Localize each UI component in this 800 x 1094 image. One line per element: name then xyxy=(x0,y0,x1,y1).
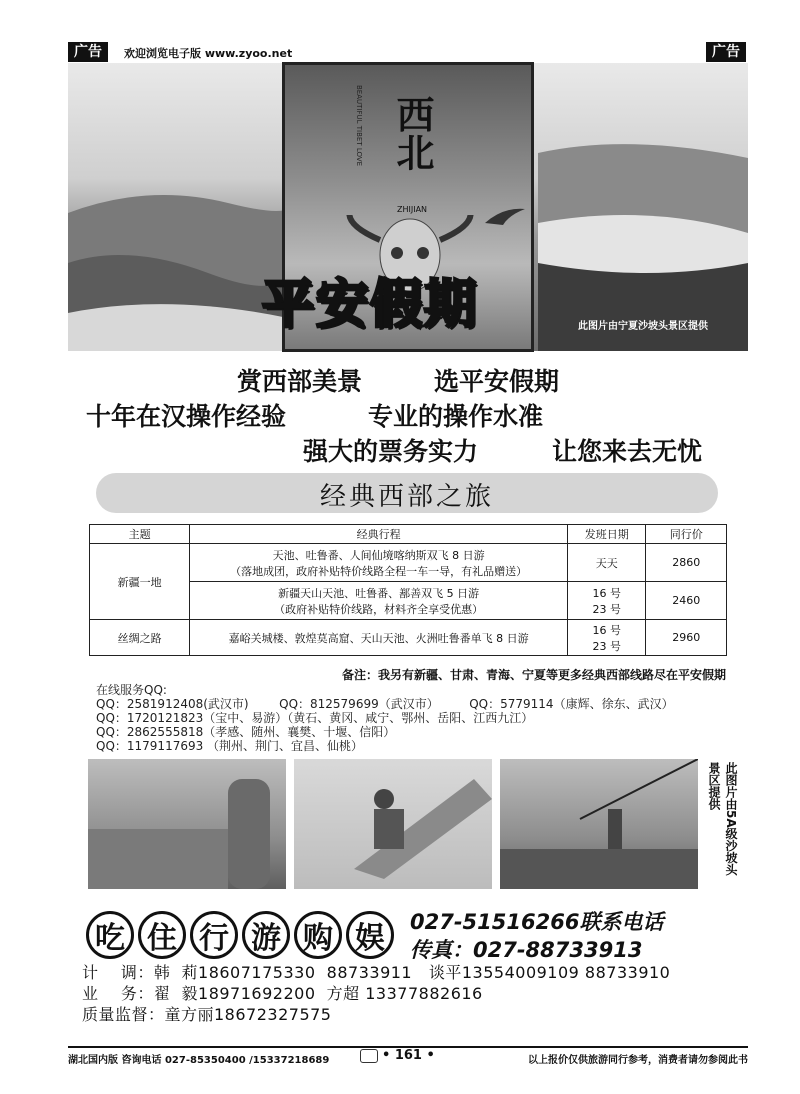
slogan-3a: 强大的票务实力 xyxy=(303,437,479,466)
poster-side-text: BEAUTIFUL TIBET LOVE xyxy=(355,85,363,167)
brand-title: 平安假期 xyxy=(262,275,479,335)
route-text: 天池、吐鲁番、人间仙境喀纳斯双飞 8 日游 xyxy=(272,548,485,562)
itinerary-table xyxy=(89,524,727,656)
theme-cell: 丝绸之路 xyxy=(90,620,190,656)
remark: 备注：我另有新疆、甘肃、青海、宁夏等更多经典西部线路尽在平安假期 xyxy=(341,668,726,682)
slogan-2a: 十年在汉操作经验 xyxy=(86,402,287,431)
photo-credit: 此图片由宁夏沙坡头景区提供 xyxy=(578,321,708,332)
price-cell: 2860 xyxy=(646,544,727,582)
poster-title: 西北 xyxy=(390,95,435,171)
service-shop-circle: 购 xyxy=(294,911,342,959)
service-tour-circle: 游 xyxy=(242,911,290,959)
route-text: 新疆天山天池、吐鲁番、鄯善双飞 5 日游 xyxy=(278,586,480,600)
slogan-2b: 专业的操作水准 xyxy=(368,402,544,431)
theme-cell: 新疆一地 xyxy=(90,544,190,620)
contact-fax[interactable]: 传真：027-88733913 xyxy=(410,938,643,962)
date-cell: 天天 xyxy=(568,544,646,582)
table-row xyxy=(90,620,727,656)
staff-line: 业 务：翟 毅18971692200 方超 13377882616 xyxy=(82,984,483,1003)
date-line: 23 号 xyxy=(592,639,621,653)
footer-left: 湖北国内版 咨询电话 027-85350400 /15337218689 xyxy=(68,1055,330,1066)
contact-phone[interactable]: 027-51516266联系电话 xyxy=(410,910,664,934)
slogan-1b: 选平安假期 xyxy=(434,367,560,396)
vertical-credit: 此图片由5A级沙坡头景区提供 xyxy=(707,762,738,876)
date-line: 23 号 xyxy=(592,602,621,616)
qq-line[interactable]: QQ：1179117693 （荆州、荆门、宜昌、仙桃） xyxy=(96,739,364,753)
eagle-icon xyxy=(483,205,527,229)
section-title: 经典西部之旅 xyxy=(319,482,494,512)
staff-line: 计 调：韩 莉18607175330 88733911 谈平13554009109 88733910 xyxy=(82,963,671,982)
qq-line[interactable]: QQ：1720121823（宝中、易游）（黄石、黄冈、咸宁、鄂州、岳阳、江西九江） xyxy=(96,711,534,725)
col-header-theme: 主题 xyxy=(90,525,190,544)
table-row xyxy=(90,544,727,582)
route-text: 嘉峪关城楼、敦煌莫高窟、天山天池、火洲吐鲁番单飞 8 日游 xyxy=(190,620,568,656)
qq-line[interactable]: QQ：2862555818（孝感、随州、襄樊、十堰、信阳） xyxy=(96,725,396,739)
photo-sand-sledding xyxy=(294,759,492,889)
service-fun-circle: 娱 xyxy=(346,911,394,959)
site-text[interactable]: 欢迎浏览电子版 www.zyoo.net xyxy=(124,47,293,60)
date-line: 16 号 xyxy=(592,586,621,600)
col-header-route: 经典行程 xyxy=(190,525,568,544)
page-number: • 161 • xyxy=(382,1048,435,1063)
slogan-3b: 让您来去无忧 xyxy=(552,437,703,466)
service-travel-circle: 行 xyxy=(190,911,238,959)
route-note: （政府补贴特价线路，材料齐全享受优惠） xyxy=(274,602,484,616)
col-header-date: 发班日期 xyxy=(568,525,646,544)
ad-tag-left: 广告 xyxy=(68,42,108,62)
price-cell: 2460 xyxy=(646,582,727,620)
qq-line[interactable]: QQ：2581912408(武汉市) QQ：812579699（武汉市） QQ：5779114（康辉、徐东、武汉） xyxy=(96,697,674,711)
route-note: （落地成团，政府补贴特价线路全程一车一导，有礼品赠送） xyxy=(230,564,528,578)
qq-title: 在线服务QQ: xyxy=(96,683,167,697)
logo-icon xyxy=(360,1049,378,1063)
staff-line: 质量监督：童方丽18672327575 xyxy=(82,1005,332,1024)
service-stay-circle: 住 xyxy=(138,911,186,959)
ad-tag-right: 广告 xyxy=(706,42,746,62)
col-header-price: 同行价 xyxy=(646,525,727,544)
photo-zipline xyxy=(500,759,698,889)
photo-stone-monument xyxy=(88,759,286,889)
slogan-1a: 赏西部美景 xyxy=(237,367,363,396)
poster-subtitle: ZHIJIAN xyxy=(397,205,428,214)
date-line: 16 号 xyxy=(592,623,621,637)
price-cell: 2960 xyxy=(646,620,727,656)
service-eat-circle: 吃 xyxy=(86,911,134,959)
footer-right: 以上报价仅供旅游同行参考，消费者请勿参阅此书 xyxy=(528,1055,748,1066)
